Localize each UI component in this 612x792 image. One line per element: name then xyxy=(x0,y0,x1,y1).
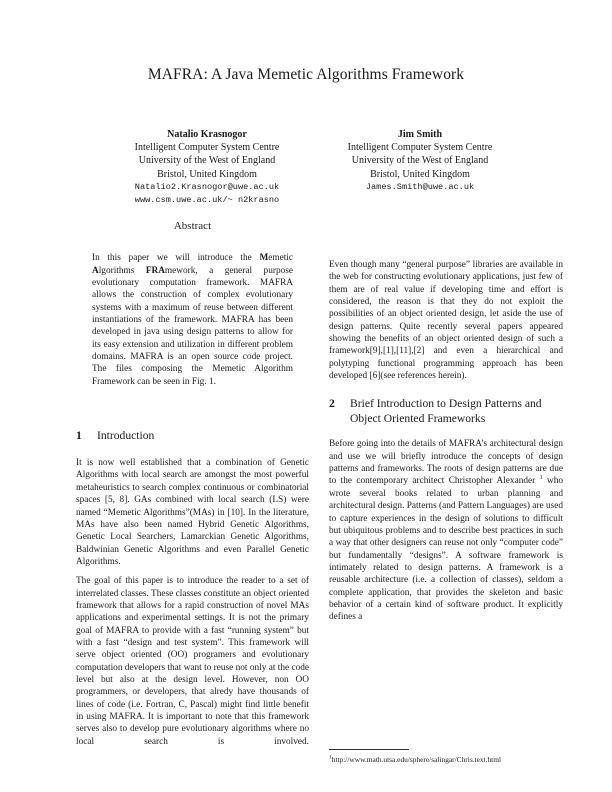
abstract-body xyxy=(76,252,309,388)
body-text: who wrote several books related to urban planning and architectural design. Patterns (and Pattern Languages) are used to capture experiences in the design of solutions to difficult but ubiquitous problems and to describe best practices in such a way that other designers can reuse not only “computer code” but fundamentally “designs”. A software framework is intimately related to design patterns. A framework is a reusable architecture (i.e. a collection of classes), seldom a complete application, that provides the skeleton and basic behavior of a certain kind of software product. It explicitly defines a xyxy=(329,476,564,623)
footnote-divider xyxy=(329,749,409,750)
abstract-paragraph xyxy=(92,252,293,388)
author-affiliation: Intelligent Computer System Centre xyxy=(134,142,280,154)
left-column xyxy=(76,220,309,755)
abstract-heading: Abstract xyxy=(173,220,212,232)
paper-title: MAFRA: A Java Memetic Algorithms Framework xyxy=(147,66,465,83)
abstract-text: emetic xyxy=(268,253,293,264)
section-heading-introduction xyxy=(76,428,309,443)
footnote-number: 1 xyxy=(329,754,332,761)
author-name: Natalio Krasnogor xyxy=(167,129,247,140)
author-name: Jim Smith xyxy=(397,129,443,140)
author-web[interactable]: www.csm.uwe.ac.uk/~ n2krasno xyxy=(134,195,280,206)
right-column xyxy=(329,252,563,631)
author-location: Bristol, United Kingdom xyxy=(157,168,257,180)
abstract-text: In this paper we will introduce the xyxy=(92,253,260,264)
body-paragraph: The goal of this paper is to introduce the reader to a set of interrelated classes. These classes constitute an object oriented framework that allows for a rapid construction of novel MAs applications and experimental settings. It is not the primary goal of MAFRA to provide with a fast “running system” but with a fast “design and test system”. This framework will serve object oriented (OO) programers and evolutionary computation developers that want to reuse not only at the code level but also at the design level. However, non OO programmers, or developers, that alredy have thousands of lines of code (i.e. Fortran, C, Pascal) might find little benefit in using MAFRA. It is important to note that this framework serves also to develop pure evolutionary algorithms where no local search is involved. xyxy=(76,576,309,747)
section-number: 1 xyxy=(76,429,82,443)
footnote-url[interactable]: http://www.math.utsa.edu/sphere/salingar/Chris.text.html xyxy=(331,755,502,764)
abstract-initial: FRA xyxy=(145,265,165,276)
abstract-initial: A xyxy=(92,265,99,276)
author-email[interactable]: James.Smith@uwe.ac.uk xyxy=(365,181,475,192)
abstract-initial: M xyxy=(259,253,269,264)
author-university: University of the West of England xyxy=(138,155,276,167)
author-block-1 xyxy=(112,128,302,207)
author-university: University of the West of England xyxy=(351,155,489,167)
section-title: Brief Introduction to Design Patterns and Object Oriented Frameworks xyxy=(350,397,542,426)
author-email[interactable]: Natalio2.Krasnogor@uwe.ac.uk xyxy=(134,181,280,192)
section-number: 2 xyxy=(329,397,335,411)
footnote xyxy=(329,755,579,764)
author-location: Bristol, United Kingdom xyxy=(370,168,470,180)
body-paragraph: It is now well established that a combination of Genetic Algorithms with local search are amongst the most powerful metaheuristics to search complex continuous or combinatorial spaces [5, 8]. GAs combined with local search (LS) were named “Memetic Algorithms”(MAs) in [10]. In the literature, MAs have also been named Hybrid Genetic Algorithms, Genetic Local Searchers, Lamarckian Genetic Algorithms, Baldwinian Genetic Algorithms and even Parallel Genetic Algorithms. xyxy=(76,458,309,567)
author-block-2 xyxy=(320,128,520,194)
body-paragraph: Even though many “general purpose” libraries are available in the web for constructing evolutionary applications, just few of them are of real value if developing time and effort is considered, the reason is that they do not exploit the possibilities of an object oriented design, let aside the use of design patterns. Quite recently several papers appeared showing the benefits of an object oriented design of such a framework[9],[1],[11],[2] and even a hierarchical and polytyping functional programming approach has been developed [6](see references herein). xyxy=(329,260,563,382)
author-affiliation: Intelligent Computer System Centre xyxy=(347,142,493,154)
footnote-mark: 1 xyxy=(539,475,543,482)
section-title: Introduction xyxy=(97,429,155,443)
body-paragraph xyxy=(329,438,563,623)
section-heading-design-patterns xyxy=(329,396,563,426)
abstract-text: lgorithms xyxy=(98,265,146,276)
body-text: Before going into the details of MAFRA’s architectural design and use we will briefly introduce the concepts of design patterns and frameworks. The roots of design patterns are due to the contemporary architect Christopher Alexander xyxy=(329,439,563,487)
abstract-text: mework, a general purpose evolutionary computation framework. MAFRA allows the construction of complex evolutionary systems with a maximum of reuse between different instantiations of the framework. MAFRA has been developed in java using design patterns to allow for its easy extension and utilization in different problem domains. MAFRA is an open source code project. The files composing the Memetic Algorithm Framework can be seen in Fig. 1. xyxy=(92,265,293,387)
